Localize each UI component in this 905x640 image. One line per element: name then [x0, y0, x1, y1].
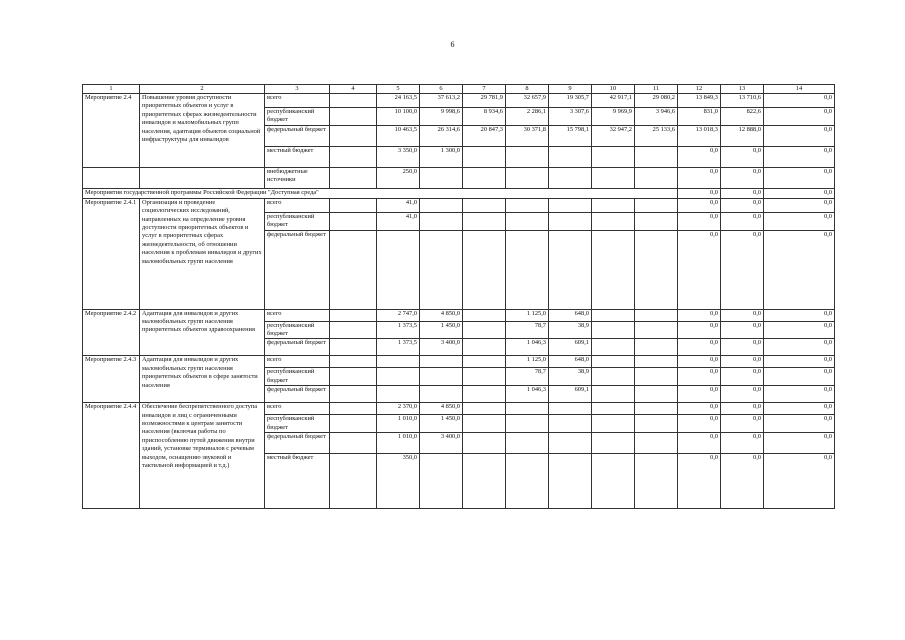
table-cell: [635, 230, 678, 309]
table-cell: 0,0: [764, 230, 835, 309]
table-cell: 822,6: [721, 108, 764, 126]
table-cell: Повышение уровня доступности приоритетных объектов и услуг в приоритетных сферах жизнедеятельности инвалидов и маломобильных групп населения, адаптация объектов социальной инфраструктуры для инвалидов: [140, 94, 265, 168]
table-cell: [592, 309, 635, 321]
table-cell: [549, 454, 592, 509]
table-cell: 0,0: [721, 356, 764, 368]
table-cell: [330, 167, 377, 188]
table-cell: 0,0: [678, 386, 721, 403]
table-cell: 0,0: [721, 454, 764, 509]
table-cell: 10 463,5: [377, 125, 420, 146]
table-cell: 3 400,0: [420, 339, 463, 356]
table-cell: республиканский бюджет: [265, 415, 330, 433]
table-cell: [592, 230, 635, 309]
table-cell: 1 373,5: [377, 321, 420, 339]
table-cell: 0,0: [721, 368, 764, 386]
table-cell: [463, 198, 506, 212]
table-cell: 15 798,1: [549, 125, 592, 146]
table-cell: 0,0: [764, 454, 835, 509]
table-cell: 0,0: [678, 212, 721, 230]
header-row: [83, 85, 835, 94]
table-cell: [377, 368, 420, 386]
table-cell: [330, 125, 377, 146]
table-cell: [330, 368, 377, 386]
table-cell: [330, 386, 377, 403]
table-cell: 0,0: [721, 198, 764, 212]
table-cell: 0,0: [764, 403, 835, 415]
table-cell: 0,0: [678, 167, 721, 188]
table-cell: 1 450,0: [420, 415, 463, 433]
table-cell: 41,0: [377, 198, 420, 212]
table-cell: 0,0: [678, 198, 721, 212]
table-cell: [635, 368, 678, 386]
table-cell: 0,0: [764, 339, 835, 356]
table-cell: [330, 433, 377, 454]
table-cell: [549, 212, 592, 230]
table-cell: 0,0: [764, 321, 835, 339]
table-cell: [420, 167, 463, 188]
table-row: [83, 167, 835, 188]
table-cell: 831,0: [678, 108, 721, 126]
table-cell: 0,0: [764, 198, 835, 212]
table-cell: 9 998,6: [420, 108, 463, 126]
table-cell: [420, 368, 463, 386]
table-cell: [506, 230, 549, 309]
page-number: 6: [450, 40, 455, 49]
table-cell: внебюджетные источники: [265, 167, 330, 188]
table-cell: 648,0: [549, 309, 592, 321]
table-cell: Мероприятие 2.4.4: [83, 403, 140, 509]
table-cell: 3 946,6: [635, 108, 678, 126]
table-cell: 1 300,0: [420, 146, 463, 167]
table-cell: [330, 454, 377, 509]
table-cell: 3 400,0: [420, 433, 463, 454]
table-cell: 0,0: [721, 433, 764, 454]
table-cell: 0,0: [678, 433, 721, 454]
table-cell: [635, 356, 678, 368]
table-cell: 1 125,0: [506, 356, 549, 368]
table-cell: 0,0: [764, 146, 835, 167]
table-cell: [506, 403, 549, 415]
table-cell: 3 350,0: [377, 146, 420, 167]
table-cell: 2 286,1: [506, 108, 549, 126]
table-cell: [420, 386, 463, 403]
table-cell: 42 917,1: [592, 94, 635, 108]
table-cell: 9 969,9: [592, 108, 635, 126]
table-cell: [635, 212, 678, 230]
table-cell: федеральный бюджет: [265, 386, 330, 403]
table-cell: [330, 146, 377, 167]
table-cell: [330, 321, 377, 339]
table-cell: [635, 167, 678, 188]
table-cell: [592, 386, 635, 403]
table-cell: [635, 321, 678, 339]
table-cell: 13 018,3: [678, 125, 721, 146]
table-cell: республиканский бюджет: [265, 212, 330, 230]
table-cell: федеральный бюджет: [265, 433, 330, 454]
table-cell: 24 163,5: [377, 94, 420, 108]
table-cell: [635, 403, 678, 415]
table-cell: [330, 309, 377, 321]
table-cell: 1 450,0: [420, 321, 463, 339]
table-cell: Организация и проведение социологических исследований, направленных на определение уровня доступности приоритетных объектов и услуг в приоритетных сферах жизнедеятельности, об отношении населения к проблемам инвалидов и других маломобильных групп населения: [140, 198, 265, 309]
table-cell: 0,0: [764, 309, 835, 321]
header-cell: 7: [463, 85, 506, 94]
table-cell: [549, 230, 592, 309]
table-cell: 0,0: [721, 321, 764, 339]
table-cell: федеральный бюджет: [265, 125, 330, 146]
table-cell: 78,7: [506, 321, 549, 339]
table-cell: 41,0: [377, 212, 420, 230]
table-cell: Мероприятие 2.4: [83, 94, 140, 168]
table-cell: 0,0: [764, 368, 835, 386]
table-cell: [420, 230, 463, 309]
table-cell: [549, 167, 592, 188]
table-cell: 10 100,0: [377, 108, 420, 126]
table-cell: 0,0: [678, 230, 721, 309]
table-cell: [549, 198, 592, 212]
table-cell: 0,0: [721, 188, 764, 198]
header-cell: 12: [678, 85, 721, 94]
header-cell: 8: [506, 85, 549, 94]
header-cell: 3: [265, 85, 330, 94]
table-cell: Обеспечение беспрепятственного доступа инвалидов и лиц с ограниченными возможностями к центрам занятости населения (включая работы по приспособлению путей движения внутри зданий, установке терминалов с речевым выходом, оснащению звуковой и тактильной информацией и т.д.): [140, 403, 265, 509]
table-cell: 29 080,2: [635, 94, 678, 108]
table-cell: [635, 433, 678, 454]
table-cell: 13 710,6: [721, 94, 764, 108]
table-cell: [592, 454, 635, 509]
table-cell: федеральный бюджет: [265, 230, 330, 309]
table-cell: [592, 433, 635, 454]
table-cell: 8 934,6: [463, 108, 506, 126]
table-cell: 38,9: [549, 321, 592, 339]
table-cell: 19 305,7: [549, 94, 592, 108]
table-cell: Адаптация для инвалидов и других маломобильных групп населения приоритетных объектов в сфере занятости населения: [140, 356, 265, 403]
table-cell: [463, 403, 506, 415]
table-cell: всего: [265, 403, 330, 415]
table-cell: 0,0: [678, 368, 721, 386]
table-cell: Мероприятие 2.4.2: [83, 309, 140, 356]
table-cell: 648,0: [549, 356, 592, 368]
table-cell: Адаптация для инвалидов и других маломобильных групп населения приоритетных объектов здравоохранения: [140, 309, 265, 356]
table-cell: 0,0: [721, 212, 764, 230]
header-cell: 13: [721, 85, 764, 94]
table-cell: [506, 167, 549, 188]
table-cell: [635, 415, 678, 433]
table-cell: 0,0: [678, 403, 721, 415]
table-cell: 26 314,6: [420, 125, 463, 146]
header-cell: 14: [764, 85, 835, 94]
table-cell: [463, 356, 506, 368]
table-cell: 0,0: [678, 454, 721, 509]
table-cell: [463, 386, 506, 403]
table-cell: [377, 230, 420, 309]
table-cell: [635, 146, 678, 167]
table-cell: местный бюджет: [265, 454, 330, 509]
table-cell: 25 133,6: [635, 125, 678, 146]
table-cell: Мероприятие 2.4.1: [83, 198, 140, 309]
table-cell: [506, 212, 549, 230]
table-cell: 13 849,3: [678, 94, 721, 108]
header-cell: 9: [549, 85, 592, 94]
table-row: [83, 198, 835, 212]
table-cell: [420, 212, 463, 230]
table-cell: [463, 368, 506, 386]
table-cell: 37 613,2: [420, 94, 463, 108]
table-cell: 20 847,3: [463, 125, 506, 146]
table-cell: [506, 198, 549, 212]
table-cell: 29 781,9: [463, 94, 506, 108]
table-cell: [592, 146, 635, 167]
table-cell: [592, 368, 635, 386]
table-cell: 30 371,8: [506, 125, 549, 146]
table-cell: 3 307,6: [549, 108, 592, 126]
table-cell: 0,0: [721, 386, 764, 403]
table-cell: [592, 212, 635, 230]
table-cell: 0,0: [721, 339, 764, 356]
table-cell: [330, 94, 377, 108]
table-cell: [330, 356, 377, 368]
header-cell: 2: [140, 85, 265, 94]
header-cell: 1: [83, 85, 140, 94]
table-cell: Мероприятие 2.4.3: [83, 356, 140, 403]
table-cell: [330, 198, 377, 212]
table-cell: 38,9: [549, 368, 592, 386]
table-cell: 0,0: [678, 309, 721, 321]
table-cell: [463, 433, 506, 454]
table-cell: Мероприятия государственной программы Российской Федерации "Доступная среда": [83, 188, 678, 198]
table-cell: 0,0: [678, 356, 721, 368]
table-cell: [635, 454, 678, 509]
table-cell: [463, 339, 506, 356]
table-cell: 0,0: [678, 339, 721, 356]
table-cell: 0,0: [764, 125, 835, 146]
table-cell: 0,0: [721, 146, 764, 167]
table-cell: [506, 146, 549, 167]
table-cell: [549, 403, 592, 415]
table-cell: 1 125,0: [506, 309, 549, 321]
table-cell: федеральный бюджет: [265, 339, 330, 356]
table-cell: 0,0: [721, 309, 764, 321]
table-cell: 609,1: [549, 386, 592, 403]
table-cell: [330, 212, 377, 230]
table-row: [83, 188, 835, 198]
table-cell: 78,7: [506, 368, 549, 386]
table-cell: [463, 212, 506, 230]
table-cell: 0,0: [678, 415, 721, 433]
table-cell: [463, 309, 506, 321]
table-cell: 0,0: [678, 321, 721, 339]
table-cell: 0,0: [678, 188, 721, 198]
table-cell: [592, 198, 635, 212]
table-cell: 1 373,5: [377, 339, 420, 356]
table-cell: [377, 386, 420, 403]
table-cell: 0,0: [764, 386, 835, 403]
table-row: [83, 94, 835, 108]
table-cell: 0,0: [721, 415, 764, 433]
table-cell: [506, 433, 549, 454]
table-cell: 0,0: [764, 433, 835, 454]
table-cell: [330, 108, 377, 126]
table-cell: [420, 454, 463, 509]
table-cell: 0,0: [764, 356, 835, 368]
budget-table: [82, 84, 835, 509]
table-cell: [463, 454, 506, 509]
table-cell: 2 370,0: [377, 403, 420, 415]
table-cell: 1 046,3: [506, 339, 549, 356]
header-cell: 6: [420, 85, 463, 94]
table-cell: [635, 309, 678, 321]
table-row: [83, 309, 835, 321]
table-cell: 250,0: [377, 167, 420, 188]
table-cell: [592, 415, 635, 433]
table-cell: 609,1: [549, 339, 592, 356]
table-cell: 0,0: [764, 415, 835, 433]
table-cell: 1 010,0: [377, 433, 420, 454]
table-cell: [635, 386, 678, 403]
table-cell: [635, 339, 678, 356]
table-cell: [83, 167, 140, 188]
table-cell: 0,0: [721, 230, 764, 309]
table-cell: [549, 433, 592, 454]
table-cell: [549, 146, 592, 167]
table-cell: 350,0: [377, 454, 420, 509]
table-cell: [420, 356, 463, 368]
header-cell: 4: [330, 85, 377, 94]
table-row: [83, 403, 835, 415]
table-cell: [592, 167, 635, 188]
table-cell: всего: [265, 198, 330, 212]
table-cell: 0,0: [721, 403, 764, 415]
header-cell: 5: [377, 85, 420, 94]
table-cell: 0,0: [764, 212, 835, 230]
table-cell: [592, 403, 635, 415]
table-row: [83, 356, 835, 368]
table-cell: местный бюджет: [265, 146, 330, 167]
table-cell: всего: [265, 309, 330, 321]
table-cell: [506, 415, 549, 433]
table-cell: [463, 415, 506, 433]
table-cell: [592, 356, 635, 368]
table-cell: [377, 356, 420, 368]
table-cell: 1 046,3: [506, 386, 549, 403]
table-cell: [140, 167, 265, 188]
header-cell: 11: [635, 85, 678, 94]
table-cell: [330, 339, 377, 356]
table-cell: 0,0: [764, 167, 835, 188]
table-cell: республиканский бюджет: [265, 321, 330, 339]
table-cell: [635, 198, 678, 212]
table-cell: 0,0: [721, 167, 764, 188]
table-cell: [463, 321, 506, 339]
table-cell: 32 657,9: [506, 94, 549, 108]
table-cell: 0,0: [764, 94, 835, 108]
table-cell: [463, 167, 506, 188]
table-cell: республиканский бюджет: [265, 368, 330, 386]
table-cell: всего: [265, 94, 330, 108]
table-cell: [330, 403, 377, 415]
table-cell: всего: [265, 356, 330, 368]
table-cell: [330, 415, 377, 433]
table-cell: 12 888,0: [721, 125, 764, 146]
table-cell: [549, 415, 592, 433]
table-cell: [592, 339, 635, 356]
table-cell: республиканский бюджет: [265, 108, 330, 126]
table-cell: 0,0: [764, 108, 835, 126]
header-cell: 10: [592, 85, 635, 94]
table-cell: 32 947,2: [592, 125, 635, 146]
table-cell: [420, 198, 463, 212]
table-cell: 1 010,0: [377, 415, 420, 433]
table-cell: 4 850,0: [420, 403, 463, 415]
table-cell: [463, 230, 506, 309]
table-cell: 0,0: [678, 146, 721, 167]
table-cell: [592, 321, 635, 339]
table-cell: 0,0: [764, 188, 835, 198]
table-cell: 4 850,0: [420, 309, 463, 321]
table-cell: [463, 146, 506, 167]
table-cell: [330, 230, 377, 309]
table-cell: 2 747,0: [377, 309, 420, 321]
table-cell: [506, 454, 549, 509]
